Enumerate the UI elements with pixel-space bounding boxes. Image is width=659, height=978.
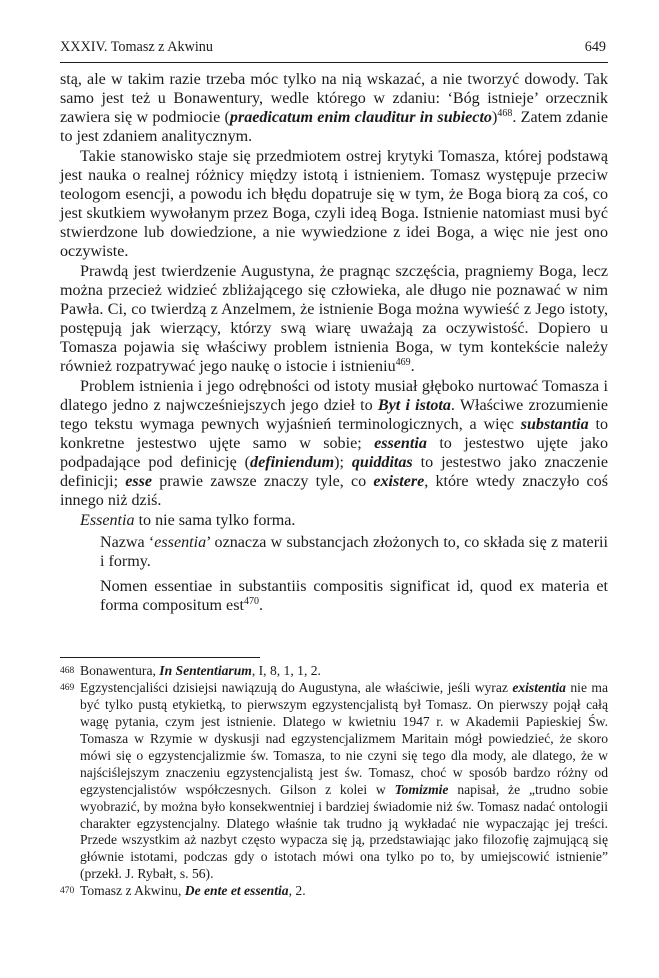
quote-term-essentia: essentia xyxy=(154,533,207,551)
chapter-title: XXXIV. Tomasz z Akwinu xyxy=(60,39,213,55)
paragraph-4: Problem istnienia i jego odrębności od istoty musiał głęboko nurtować Tomasza i dlatego jedno z najwcześniejszych jego dzieł to Byt i istota. Właściwe zrozumienie tego tekstu wymaga pewnych wyjaśnień terminologicznych, a więc substantia to konkretne jestestwo ujęte samo w sobie; essentia to jestestwo ujęte jako podpadające pod definicję (definiendum); quidditas to jestestwo jako znaczenie definicji; esse prawie zawsze znaczy tyle, co existere, które wtedy znaczyło coś innego niż dziś. xyxy=(60,377,609,510)
book-page xyxy=(60,38,608,900)
paragraph-3: Prawdą jest twierdzenie Augustyna, że pragnąc szczęścia, pragniemy Boga, lecz można przecież widzieć zbliżającego się człowieka, ale długo nie poznawać w nim Pawła. Ci, co twierdzą z Anzelmem, że istnienie Boga można wywieść z Jego istoty, postępują jak wierzący, którzy swą wiarę uważają za oczywistość. Dopiero u Tomasza pojawia się właściwy problem istnienia Boga, w tym kontekście należy również rozpatrywać jego naukę o istocie i istnieniu$^{469}$. xyxy=(60,262,608,376)
paragraph-5: Essentia to nie sama tylko forma. xyxy=(80,511,296,529)
term-essentia-2: Essentia xyxy=(80,511,135,529)
footnote-number: 470 xyxy=(60,886,75,897)
work-title: Byt i istota xyxy=(377,396,451,414)
paragraph-1: stą, ale w takim razie trzeba móc tylko na nią wskazać, a nie tworzyć dowody. Tak samo jest też u Bonawentury, wedle którego w zdaniu: ‘Bóg istnieje’ orzecznik zawiera się w podmiocie (praedicatum enim clauditur in subiecto)$^{468}$. Zatem zdanie to jest zdaniem analitycznym. xyxy=(60,71,608,146)
quote-latin: Nomen essentiae in substantiis compositis significat id, quod ex materia et forma compositum est$^{470}$. xyxy=(100,578,608,615)
main-text xyxy=(60,70,608,615)
footnote-title: De ente et essentia xyxy=(184,883,289,899)
term-definiendum: definiendum xyxy=(250,454,335,472)
footnote-title: In Sententiarum xyxy=(159,663,252,679)
header-rule xyxy=(60,62,608,63)
term-esse: esse xyxy=(125,473,153,491)
term-quidditas: quidditas xyxy=(351,454,413,472)
term-existere: existere xyxy=(373,473,425,491)
footnote-ref-470[interactable]: 470 xyxy=(243,596,259,608)
footnote-468: 468 Bonawentura, In Sententiarum, I, 8, 1, 1, 2. xyxy=(60,663,321,679)
footnote-number: 468 xyxy=(60,666,75,677)
page-number: 649 xyxy=(584,39,606,55)
footnote-ref-468[interactable]: 468 xyxy=(497,108,513,120)
term-substantia: substantia xyxy=(520,415,589,433)
quote-polish: Nazwa ‘essentia’ oznacza w substancjach złożonych to, co składa się z materii i formy. xyxy=(100,533,608,570)
term-essentia: essentia xyxy=(374,434,427,452)
footnotes xyxy=(60,663,608,900)
footnote-title: Tomizmie xyxy=(394,781,449,797)
footnote-term: existentia xyxy=(512,680,566,696)
footnote-470: 470 Tomasz z Akwinu, De ente et essentia, 2. xyxy=(60,883,306,899)
footnote-number: 469 xyxy=(60,683,75,694)
latin-phrase: praedicatum enim clauditur in subiecto xyxy=(229,109,492,127)
footnote-ref-469[interactable]: 469 xyxy=(395,357,411,369)
footnote-rule xyxy=(60,657,260,658)
footnote-469: 469 Egzystencjaliści dzisiejsi nawiązują do Augustyna, ale właściwie, jeśli wyraz existentia nie ma być tylko pustą etykietką, to pierwszym egzystencjalistą był Tomasz. On pierwszy pojął całą wagę pytania, czym jest istnienie. Dlatego w kwietniu 1947 r. w Akademii Papieskiej Św. Tomasza w Rzymie w dyskusji nad egzystencjalizmem Maritain mógł powiedzieć, że skoro mówi się o egzystencjalizmie św. Tomasza, to nie czyni się tego dla mody, ale dlatego, że w najściślejszym znaczeniu egzystencjalistą jest św. Tomasz, choć w sposób bardzo różny od egzystencjalistów współczesnych. Gilson z kolei w Tomizmie napisał, że „trudno sobie wyobrazić, by można było konsekwentniej i bardziej świadomie niż św. Tomasz nadać ontologii charakter egzystencjalny. Dlatego właśnie tak trudno ją wykładać nie wypaczając jej treści. Przede wszystkim aż nazbyt często wypacza się ją, przedstawiając jako filozofię zajmującą się głównie istotami, podczas gdy o istotach mówi ona tylko po to, by umiejscowić istnienie” (przekł. J. Rybałt, s. 56). xyxy=(60,680,608,882)
paragraph-2: Takie stanowisko staje się przedmiotem ostrej krytyki Tomasza, której podstawą jest nauka o realnej różnicy między istotą i istnieniem. Tomasz występuje przeciw teologom esencji, a powodu ich błędu dopatruje się w tym, że Boga biorą za coś, co jest skutkiem wywołanym przez Boga, czyli ideą Boga. Istnienie natomiast musi być stwierdzone lub dowiedzione, a nie wywiedzione z idei Boga, a więc nie jest ono oczywiste. xyxy=(60,147,608,261)
running-header xyxy=(60,38,608,62)
